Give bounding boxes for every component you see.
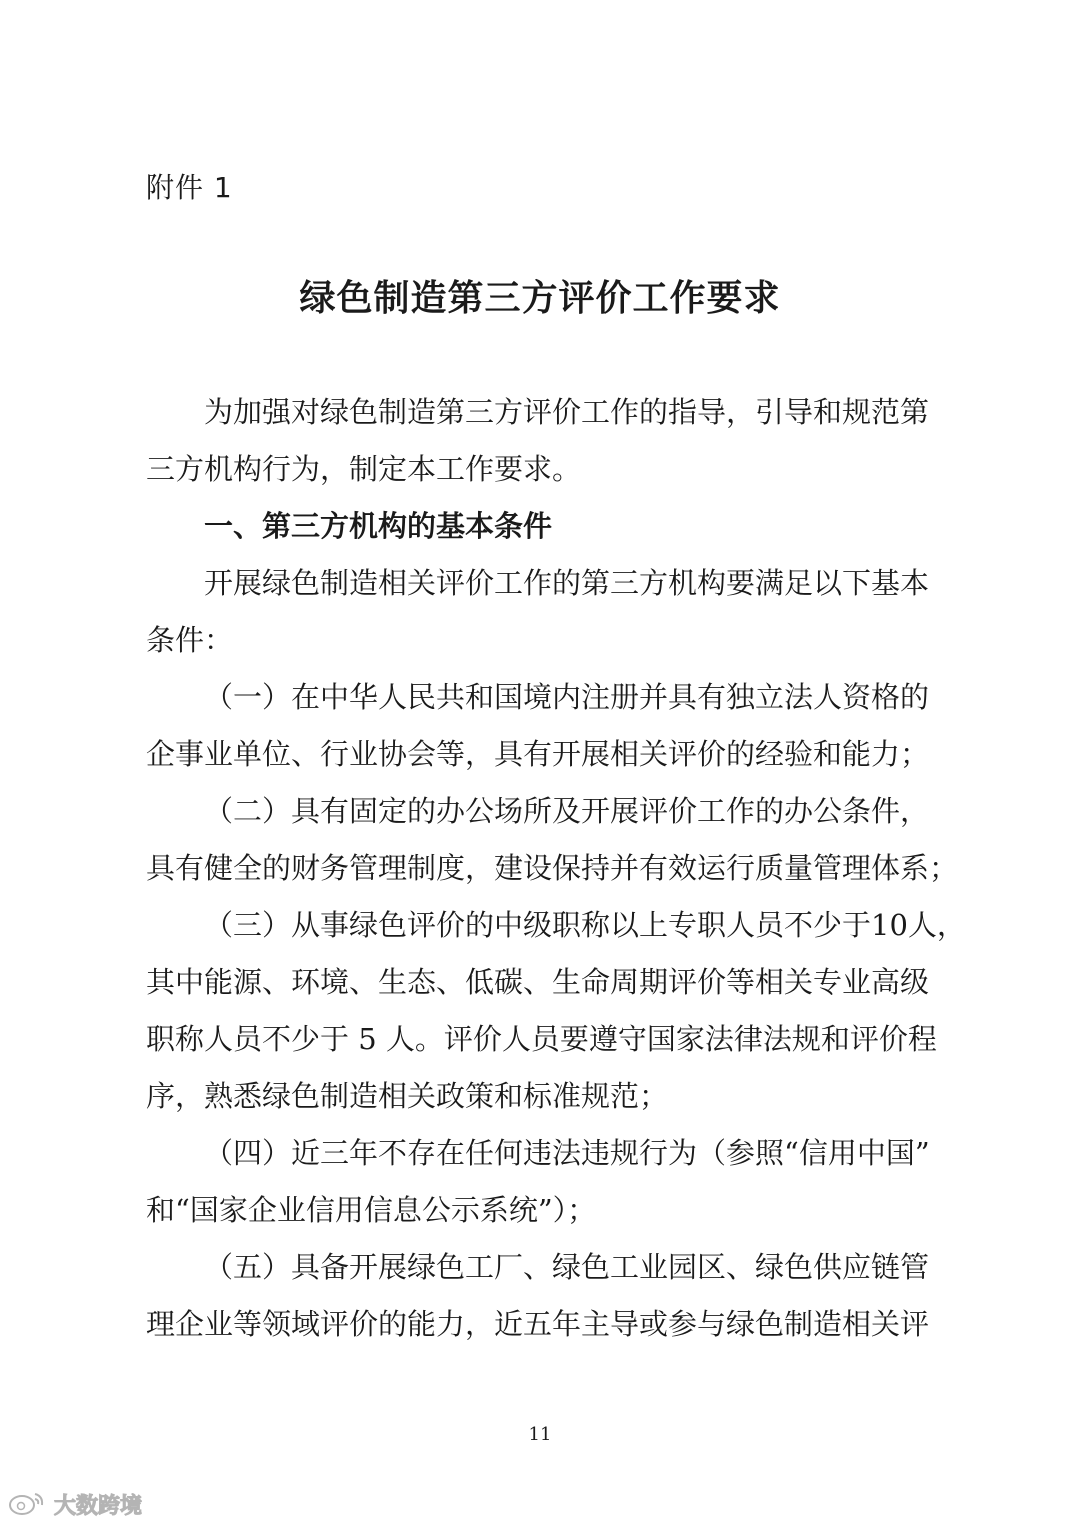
list-item-line: 其中能源、环境、生态、低碳、生命周期评价等相关专业高级 (146, 965, 930, 999)
page-number: 11 (528, 1424, 552, 1445)
watermark-text: 大数跨境 (54, 1493, 143, 1519)
list-item-line: （四）近三年不存在任何违法违规行为（参照“信用中国” (204, 1136, 930, 1170)
paragraph-line: 条件： (146, 623, 234, 657)
list-item-line: 理企业等领域评价的能力，近五年主导或参与绿色制造相关评 (146, 1307, 930, 1341)
list-item-line: （二）具有固定的办公场所及开展评价工作的办公条件， (204, 794, 930, 828)
list-item-line: （五）具备开展绿色工厂、绿色工业园区、绿色供应链管 (204, 1250, 930, 1284)
list-item-line: 和“国家企业信用信息公示系统”）； (146, 1193, 597, 1227)
list-item-line: 具有健全的财务管理制度，建设保持并有效运行质量管理体系； (146, 851, 959, 885)
paragraph-line: 开展绿色制造相关评价工作的第三方机构要满足以下基本 (204, 566, 930, 600)
list-item-line: 职称人员不少于 5 人。评价人员要遵守国家法律法规和评价程 (146, 1022, 937, 1056)
weibo-logo-icon (8, 1488, 48, 1520)
list-item-line: （三）从事绿色评价的中级职称以上专职人员不少于10人， (204, 908, 966, 942)
attachment-label: 附件 1 (146, 171, 233, 204)
list-item-line: 序，熟悉绿色制造相关政策和标准规范； (146, 1079, 669, 1113)
paragraph-line: 为加强对绿色制造第三方评价工作的指导，引导和规范第 (204, 395, 930, 429)
list-item-line: （一）在中华人民共和国境内注册并具有独立法人资格的 (204, 680, 930, 714)
section-heading: 一、第三方机构的基本条件 (204, 509, 553, 543)
watermark (8, 1488, 142, 1520)
list-item-line: 企事业单位、行业协会等，具有开展相关评价的经验和能力； (146, 737, 930, 771)
paragraph-line: 三方机构行为，制定本工作要求。 (146, 452, 582, 486)
page-title: 绿色制造第三方评价工作要求 (299, 278, 781, 319)
